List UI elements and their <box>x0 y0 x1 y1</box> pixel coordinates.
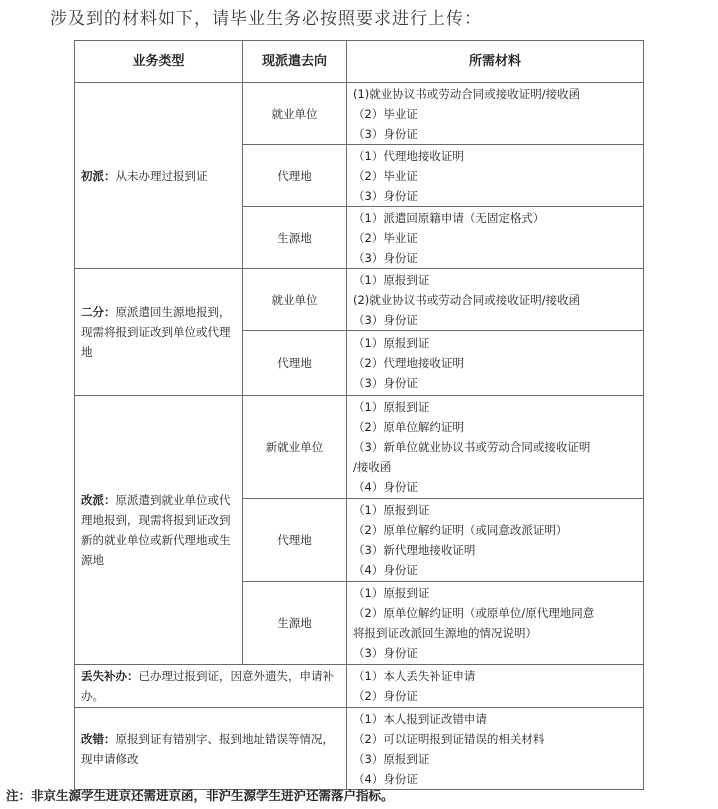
material-item: /接收函 <box>353 460 392 474</box>
type-label: 改错： <box>81 731 116 746</box>
material-item: （3）身份证 <box>353 188 418 203</box>
material-item: （2）毕业证 <box>353 230 418 245</box>
header-business-type: 业务类型 <box>75 41 243 83</box>
header-destination: 现派遣去向 <box>243 41 347 83</box>
type-desc: 原派遣回生源地报到，现需将报到证改到单位或代理地 <box>81 305 231 359</box>
material-item: （2）原单位解约证明 <box>353 420 464 434</box>
material-item: (1)就业协议书或劳动合同或接收证明/接收函 <box>353 86 581 101</box>
material-item: （3）身份证 <box>353 646 418 660</box>
footnote: 注：非京生源学生进京还需进京函，非沪生源学生进沪还需落户指标。 <box>6 788 394 803</box>
dest-cell: 代理地 <box>243 331 347 396</box>
materials-cell <box>347 145 644 207</box>
materials-table <box>74 40 644 790</box>
table-header-row <box>75 41 644 83</box>
material-item: （4）身份证 <box>353 563 418 577</box>
table-row <box>75 396 644 499</box>
dest-cell: 新就业单位 <box>243 396 347 499</box>
type-label: 丢失补办： <box>81 669 139 683</box>
materials-cell <box>347 331 644 396</box>
type-cell-correction <box>75 708 347 790</box>
type-desc: 原报到证有错别字、报到地址错误等情况，现申请修改 <box>81 731 334 766</box>
type-cell-initial <box>75 83 243 269</box>
material-item: （1）原报到证 <box>353 336 430 350</box>
material-item: （1）原报到证 <box>353 272 430 287</box>
material-item: （3）新代理地接收证明 <box>353 543 476 557</box>
material-item: （1）本人丢失补证申请 <box>353 669 476 683</box>
material-item: （3）身份证 <box>353 250 418 265</box>
material-item: （2）毕业证 <box>353 106 418 121</box>
materials-cell <box>347 665 644 708</box>
materials-cell <box>347 499 644 582</box>
type-cell-second <box>75 269 243 396</box>
materials-cell <box>347 83 644 145</box>
material-item: （2）毕业证 <box>353 168 418 183</box>
material-item: (2)就业协议书或劳动合同或接收证明/接收函 <box>353 292 581 307</box>
material-item: （3）新单位就业协议书或劳动合同或接收证明 <box>353 440 591 454</box>
dest-cell: 代理地 <box>243 499 347 582</box>
intro-text: 涉及到的材料如下，请毕业生务必按照要求进行上传： <box>50 9 482 29</box>
type-desc: 已办理过报到证，因意外遗失，申请补办。 <box>81 669 334 703</box>
type-label: 二分： <box>81 305 116 319</box>
table-row <box>75 665 644 708</box>
dest-cell: 代理地 <box>243 145 347 207</box>
type-label: 初派： <box>81 168 116 183</box>
dest-cell: 就业单位 <box>243 83 347 145</box>
material-item: （2）原单位解约证明（或原单位/原代理地同意 <box>353 606 595 620</box>
type-cell-lost <box>75 665 347 708</box>
table-row <box>75 708 644 790</box>
material-item: （1）原报到证 <box>353 400 430 414</box>
material-item: （2）原单位解约证明（或同意改派证明） <box>353 523 568 537</box>
materials-cell <box>347 582 644 665</box>
materials-cell <box>347 396 644 499</box>
material-item: （3）原报到证 <box>353 751 430 766</box>
material-item: （4）身份证 <box>353 480 418 494</box>
material-item: （1）派遣回原籍申请（无固定格式） <box>353 210 545 225</box>
dest-cell: 生源地 <box>243 207 347 269</box>
header-materials: 所需材料 <box>347 41 644 83</box>
material-item: （4）身份证 <box>353 771 418 786</box>
material-item: （1）代理地接收证明 <box>353 148 464 163</box>
dest-cell: 就业单位 <box>243 269 347 331</box>
type-desc: 原派遣到就业单位或代理地报到，现需将报到证改到新的就业单位或新代理地或生源地 <box>81 493 231 567</box>
material-item: （2）身份证 <box>353 689 418 703</box>
material-item: （3）身份证 <box>353 126 418 141</box>
material-item: （2）代理地接收证明 <box>353 356 464 370</box>
table-row <box>75 83 644 145</box>
table-row <box>75 269 644 331</box>
dest-cell: 生源地 <box>243 582 347 665</box>
material-item: （3）身份证 <box>353 376 418 390</box>
materials-cell <box>347 269 644 331</box>
type-label: 改派： <box>81 493 116 507</box>
material-item: （2）可以证明报到证错误的相关材料 <box>353 731 545 746</box>
material-item: （1）原报到证 <box>353 503 430 517</box>
type-cell-reassign <box>75 396 243 665</box>
materials-cell <box>347 207 644 269</box>
material-item: （1）本人报到证改错申请 <box>353 711 487 726</box>
materials-cell <box>347 708 644 790</box>
type-desc: 从未办理过报到证 <box>115 168 208 183</box>
material-item: （3）身份证 <box>353 312 418 327</box>
material-item: 将报到证改派回生源地的情况说明） <box>353 626 537 640</box>
material-item: （1）原报到证 <box>353 586 430 600</box>
